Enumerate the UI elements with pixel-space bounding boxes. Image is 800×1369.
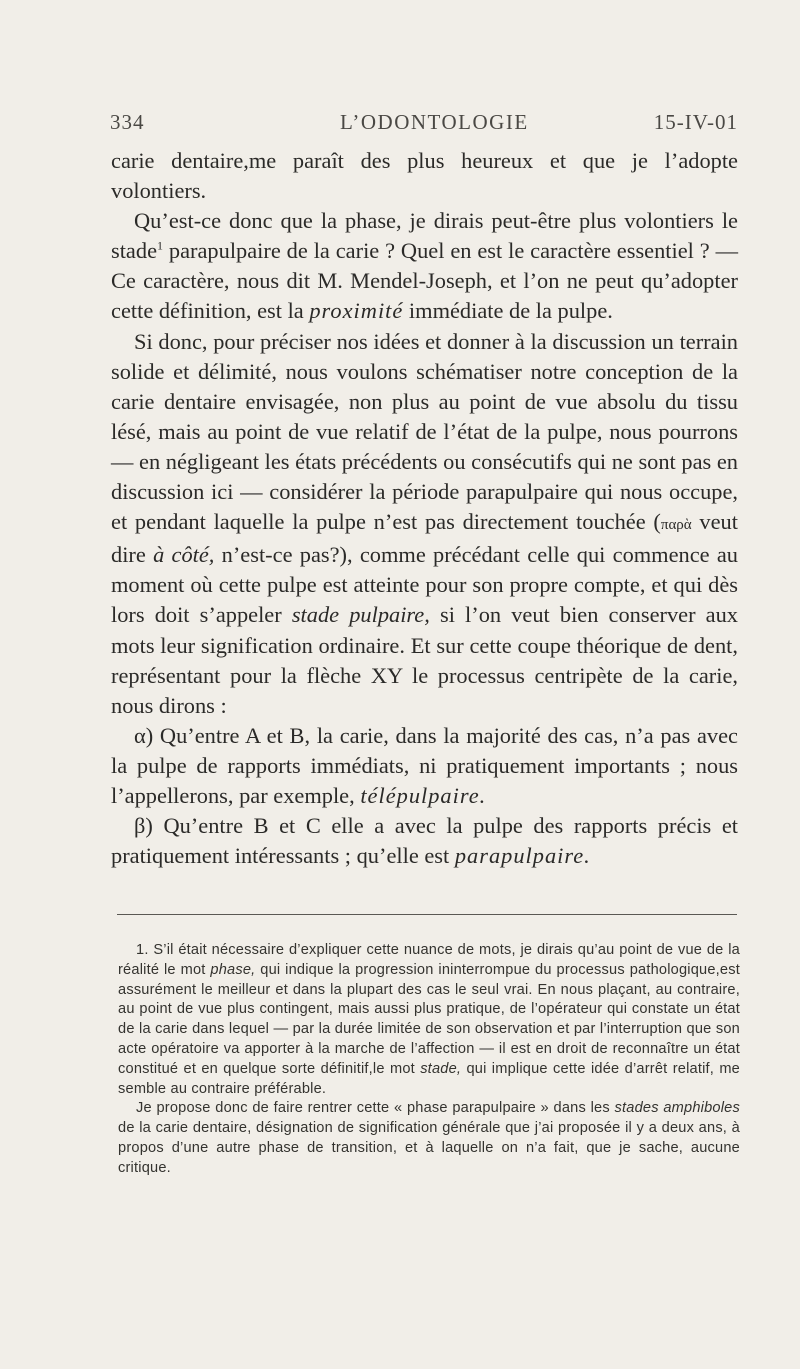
footnote-reference: 1 xyxy=(157,238,164,253)
paragraph-3-text-4: si l’on veut bien conserver aux mots leur signification ordinaire. Et sur cette coupe théorique de dent, représentant pour la flèche XY le processus centripète de la carie, nous dirons : xyxy=(111,602,739,718)
paragraph-3-text-2: veut dire xyxy=(111,509,738,568)
greek-word: παρὰ xyxy=(660,517,692,534)
emphasis-proximite: proximité xyxy=(309,298,404,324)
paragraph-alpha xyxy=(111,721,738,811)
paragraph-beta xyxy=(111,811,738,871)
footnote-paragraph-2 xyxy=(118,1099,740,1178)
footnote xyxy=(118,941,740,1179)
paragraph-1: carie dentaire,me paraît des plus heureux et que je l’adopte volontiers. xyxy=(111,148,738,204)
emphasis-a-cote: à côté, xyxy=(153,542,215,568)
page-number: 334 xyxy=(110,110,145,134)
footnote-emphasis-stades-amphiboles: stades amphiboles xyxy=(614,1100,740,1117)
paragraph-3-text-3: n’est-ce pas?), comme précédant celle qui commence au moment où cette pulpe est atteinte pour son propre compte, et qui dès lors doit s’appeler xyxy=(111,542,738,628)
paragraph-2-text-2: parapulpaire de la carie ? Quel en est le caractère essentiel ? — Ce caractère, nous dit M. Mendel-Joseph, et l’on ne peut qu’adopter cette définition, est la xyxy=(111,238,738,324)
footnote-p2-text-1: Je propose donc de faire rentrer cette « phase parapulpaire » dans les xyxy=(136,1100,615,1117)
footnote-emphasis-phase: phase, xyxy=(210,961,256,978)
journal-title: L’ODONTOLOGIE xyxy=(340,110,529,134)
issue-date: 15-IV-01 xyxy=(653,110,738,134)
footnote-p2-text-2: de la carie dentaire, désignation de signification générale que j’ai proposée il y a deux ans, à propos d’une autre phase de transition, et à laquelle on n’a fait, que je sache, aucune critique. xyxy=(118,1120,740,1176)
footnote-text-2: qui indique la progression ininterrompue du processus pathologique,est assurément le meilleur et dans la plupart des cas le seul vrai. En nous plaçant, au contraire, au point de vue plus contingent, mais aussi plus pratique, de l’opérateur qui constate un état de la carie dans lequel — par la durée limitée de son observation et par l’interruption que son acte opératoire va apporter à la marche de l’affection — il est en droit de reconnaître un état constitué et en quelque sorte définitif,le mot xyxy=(118,961,740,1077)
footnote-text-3: qui implique cette idée d’arrêt relatif, me semble au contraire préférable. xyxy=(118,1060,740,1097)
paragraph-3 xyxy=(111,327,738,721)
main-text xyxy=(111,146,738,871)
footnote-emphasis-stade: stade, xyxy=(420,1060,462,1077)
footnote-rule xyxy=(117,914,737,915)
footnote-number: 1. xyxy=(136,942,149,958)
paragraph-2-text-1: Qu’est-ce donc que la phase, je dirais peut-être plus volontiers le stade xyxy=(111,208,738,264)
emphasis-parapulpaire: parapulpaire. xyxy=(454,843,591,869)
running-head xyxy=(110,110,738,140)
footnote-text-1: S’il était nécessaire d’expliquer cette nuance de mots, je dirais qu’au point de vue de la réalité le mot xyxy=(118,942,740,978)
paragraph-3-text-1: Si donc, pour préciser nos idées et donner à la discussion un terrain solide et délimité, nous voulons schématiser notre conception de la carie dentaire envisagée, non plus au point de vue absolu du tissu lésé, mais au point de vue relatif de l’état de la pulpe, nous pourrons — en négligeant les états précédents ou consécutifs qui ne sont pas en discussion ici — considérer la période parapulpaire qui nous occupe, et pendant laquelle la pulpe n’est pas directement touchée ( xyxy=(111,328,738,535)
footnote-paragraph-1 xyxy=(118,941,740,1099)
paragraph-alpha-text: Qu’entre A et B, la carie, dans la majorité des cas, n’a pas avec la pulpe de rapports immédiats, ni pratiquement importants ; nous l’appellerons, par exemple, xyxy=(111,722,738,808)
alpha-marker: α) xyxy=(134,722,154,748)
paragraph-2-text-3: immédiate de la pulpe. xyxy=(403,298,613,324)
paragraph-beta-text: Qu’entre B et C elle a avec la pulpe des rapports précis et pratiquement intéressants ; qu’elle est xyxy=(111,813,738,869)
beta-marker: β) xyxy=(134,813,153,839)
emphasis-telepulpaire: télépulpaire. xyxy=(360,782,487,808)
paragraph-2 xyxy=(111,206,738,326)
emphasis-stade-pulpaire: stade pulpaire, xyxy=(291,602,430,628)
